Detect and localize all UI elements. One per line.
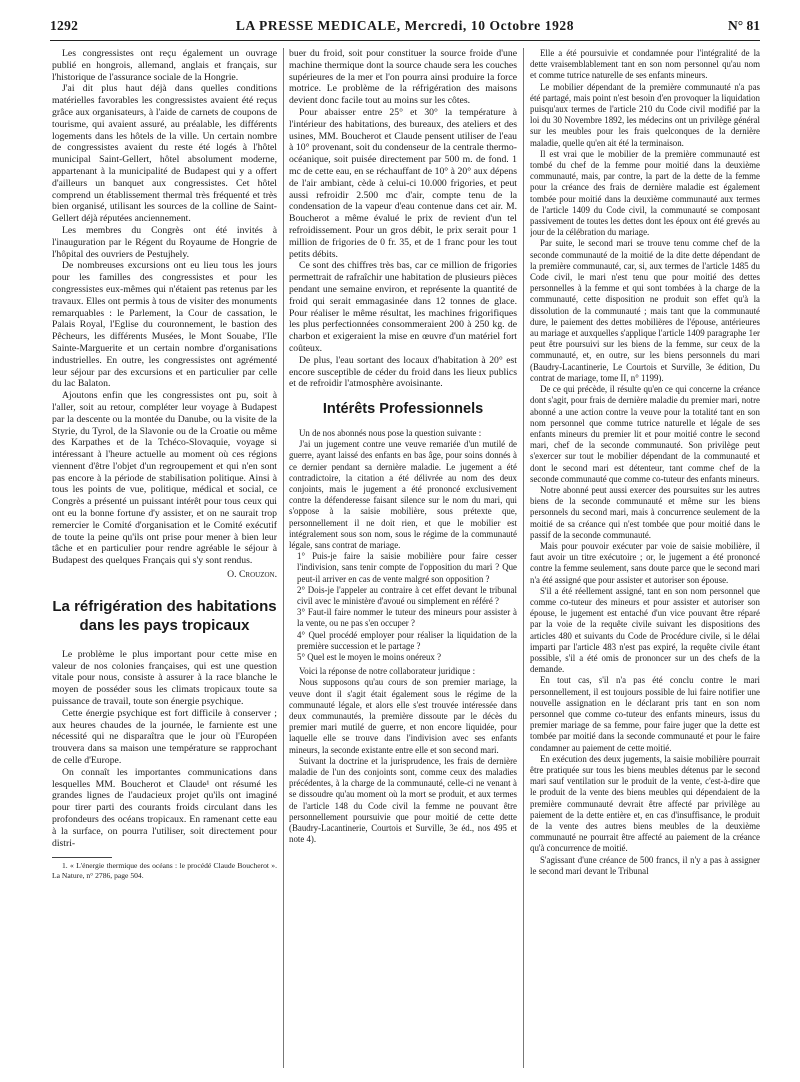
answer-paragraph: Mais pour pouvoir exécuter par voie de saisie mobilière, il faut avoir un titre exécutoire ; or, le jugement a été prononcé contre la femme seulement, sans doute parce que le second mari n'a été assigné que pour assister et autoriser son épouse. (530, 540, 760, 585)
paragraph: Ajoutons enfin que les congressistes ont pu, soit à l'aller, soit au retour, compléter leur voyage à Budapest par la descente ou la montée du Danube, ou la visite de la Styrie, du Tyrol, de la Slavonie ou de la Croatie ou même des Karpathes et de la Tchéco-Slovaquie, voyage si intéressant à l'heure actuelle au moment où ces régions viennent d'être l'objet d'un regroupement et qui n'en sont pas encore à la période de stabilisation politique. Ainsi à tous les points de vue, politique, médical et social, ce Congrès a présenté un puissant intérêt pour tous ceux qui ont eu la bonne fortune d'y assister, et on ne saurait trop remercier le Comité d'organisation et le Comité exécutif de toute la peine qu'ils ont prise pour mener à bien leur tâche et en particulier pour rendre agréable le séjour à Budapest des quelques Français qui s'y sont rendus. (52, 390, 277, 567)
column-divider-1 (283, 48, 284, 1068)
question-item: 3° Faut-il faire nommer le tuteur des mineurs pour assister à la vente, ou ne pas s'en occuper ? (297, 607, 517, 629)
answer-paragraph: Le mobilier dépendant de la première communauté n'a pas été partagé, mais point n'est besoin d'en provoquer la liquidation puisqu'aux termes de l'article 210 du Code civil modifié par la loi du 30 Novembre 1892, les médecins ont un privilège général sur les meubles pour les frais quelconques de la dernière maladie, quelle qu'en ait été la terminaison. (530, 81, 760, 148)
question-intro: Un de nos abonnés nous pose la question suivante : (299, 427, 482, 438)
question-text: J'ai un jugement contre une veuve remariée d'un mutilé de guerre, ayant laissé des enfants en bas âge, pour soins donnés à ce dernier pendant sa dernière maladie. Le jugement a été contradictoire, la citation a été délivrée au nom des deux conjoints, mais le jugement a été prononcé exclusivement contre la défenderesse faisant silence sur le nom du mari, qui s'oppose à la saisie mobilière, sous prétexte que, personnellement il ne doit rien, et que le mobilier est intégralement sous son nom, sous le régime de la communauté légale, sans contrat de mariage. (289, 439, 517, 550)
column-divider-2 (523, 48, 524, 1068)
answer-paragraph: En exécution des deux jugements, la saisie mobilière pourrait être pratiquée sur tous les biens meubles détenus par le second mari sauf ventilation sur le produit de la vente, c'est-à-dire que le produit de la vente des biens meubles qui dépendaient de la première communauté devrait être affecté par privilège au paiement de la dette entière et, en cas d'insuffisance, le produit de la vente des autres biens meubles de la deuxième communauté ne pourrait être affecté au paiement de la créance qu'à concurrence de moitié. (530, 753, 760, 854)
article-heading: La réfrigération des habitations dans les pays tropicaux (52, 597, 277, 634)
footnote: 1. « L'énergie thermique des océans : le procédé Claude Boucherot ». La Nature, n° 2786, page 504. (52, 861, 277, 880)
paragraph: Cette énergie psychique est fort difficile à conserver ; aux heures chaudes de la journée, le farniente est une nécessité qui ne disparaîtra que le jour où l'Européen trouvera dans sa maison une température se rapprochant de celle d'Europe. (52, 707, 277, 767)
paragraph: On connaît les importantes communications dans lesquelles MM. Boucherot et Claude¹ ont résumé les grandes lignes de l'audacieux projet qu'ils ont imaginé pour tirer parti des courants froids circulant dans les profondeurs des océans tropicaux. En ramenant cette eau à la surface, on pourra l'utiliser, soit directement pour distri- (52, 766, 277, 849)
paragraph: De nombreuses excursions ont eu lieu tous les jours pour les familles des congressistes et pour les congressistes eux-mêmes qui n'étaient pas retenus par les travaux. Elles ont permis à tous de visiter des monuments remarquables : le Parlement, la Cour de cassation, le Palais Royal, l'Eglise du couronnement, le bastion des Pêcheurs, les différents Musées, le Mont Souabe, l'Ile Sainte-Marguerite et un certain nombre d'organisations industrielles. En outre, les congressistes ont agrémenté leur séjour par des excursions et en particulier par celle du lac Balaton. (52, 260, 277, 390)
paragraph: Pour abaisser entre 25° et 30° la température à l'intérieur des habitations, des bureaux, des ateliers et des usines, MM. Boucherot et Claude pensent utiliser de l'eau à 10° provenant, soit du condenseur de la centrale thermo-océanique, soit puisée directement par 500 m. de fond. 1 mc de cette eau, en se réchauffant de 10° à 20° aux dépens de l'air ambiant, cède à celui-ci 10.000 frigories, et peut aussi refroidir 2.500 mc d'air, compte tenu de la condensation de la vapeur d'eau contenue dans cet air. M. Boucherot a même évalué le prix de revient d'un tel refroidissement. Pour un gros débit, le prix serait pour 1 million de frigories de 0 fr. 35, et de 1 franc pour les tout petits débits. (289, 106, 517, 260)
answer-paragraph: Nous supposons qu'au cours de son premier mariage, la veuve dont il s'agit était également sous le régime de la communauté légale, et alors elle s'est trouvée intéressée dans deux communautés, la première dissoute par le décès du premier mari mutilé de guerre, et non encore liquidée, pour laquelle elle se trouve dans l'indivision avec ses enfants mineurs, la seconde existante entre elle et son second mari. (289, 677, 517, 755)
column-2 (289, 48, 517, 1078)
paragraph: Le problème le plus important pour cette mise en valeur de nos colonies françaises, qui est une question vitale pour nous, consiste à assurer à la race blanche le moyen de posséder sous les climats tropicaux toute sa puissance de travail, toute son énergie psychique. (52, 648, 277, 708)
section-heading: Intérêts Professionnels (322, 401, 484, 418)
header-rule (50, 40, 760, 41)
paragraph: J'ai dit plus haut déjà dans quelles conditions matérielles favorables les congressistes avaient été reçus grâce aux organisateurs, à l'aide de carnets de coupons de tourisme, qui avaient assuré, au préalable, les différents logements dans les hôtels de la ville. Un certain nombre de congressistes avaient du reste été logés à l'hôtel municipal Saint-Gellert, hôtel absolument moderne, appartenant à la municipalité de Budapest qui y a offert d'ailleurs un banquet aux congressistes. Cet hôtel comprend un établissement thermal très fréquenté et très bien organisé, utilisant les sources de la colline de Saint-Gellert déjà réputées anciennement. (52, 83, 277, 225)
reply-intro: Voici la réponse de notre collaborateur juridique : (299, 666, 476, 677)
journal-title: LA PRESSE MEDICALE, Mercredi, 10 Octobre 1928 (235, 18, 575, 33)
answer-paragraph: Suivant la doctrine et la jurisprudence, les frais de dernière maladie de l'un des conjoints sont, comme ceux des maladies précédentes, à la charge de la communauté, celle-ci ne venant à se dissoudre qu'au moment où la mort se produit, et aux termes de l'article 148 du Code civil la femme ne pouvant être personnellement poursuivie que pour moitié de cette dette (Baudry-Lacantinerie, Courtois et Surville, 3e éd., nos 495 et note 4). (289, 755, 517, 845)
answer-paragraph: Elle a été poursuivie et condamnée pour l'intégralité de la dette vraisemblablement tant en son nom personnel qu'au nom et comme tutrice naturelle de ses enfants mineurs. (530, 48, 760, 81)
paragraph: Les congressistes ont reçu également un ouvrage publié en hongrois, allemand, anglais et français, sur l'historique de l'assurance sociale de la Hongrie. (52, 48, 277, 83)
footnote-rule (52, 857, 112, 858)
author-signature: O. Crouzon. (227, 569, 277, 581)
question-item: 2° Dois-je l'appeler au contraire à cet effet devant le tribunal civil avec le ministère d'avoué ou simplement en référé ? (297, 584, 517, 606)
paragraph: De plus, l'eau sortant des locaux d'habitation à 20° est encore susceptible de céder du froid dans les lieux publics et de refroidir l'atmosphère avoisinante. (289, 354, 517, 390)
page-header (50, 18, 760, 38)
paragraph: buer du froid, soit pour constituer la source froide d'une machine thermique dont la source chaude sera les couches supérieures de la mer et l'on pourra ainsi produire la force motrice. Le problème de la réfrigération des maisons devient donc facile tout au moins sur les côtes. (289, 48, 517, 107)
question-item: 4° Quel procédé employer pour réaliser la liquidation de la première succession et le partage ? (297, 629, 517, 651)
answer-paragraph: De ce qui précède, il résulte qu'en ce qui concerne la créance dont s'agit, pour frais de dernière maladie du premier mari, notre abonné a une action contre la veuve pour la totalité tant en son nom personnel que comme tutrice naturelle et légale de ses enfants mineurs du premier lit et pour moitié contre le second mari, chef de la seconde communauté. Son privilège peut s'exercer sur tout le mobilier dépendant de la communauté et dont le second mari est détenteur, tant comme chef de la seconde communauté que comme co-tuteur des enfants mineurs. (530, 384, 760, 484)
answer-paragraph: Notre abonné peut aussi exercer des poursuites sur les autres biens de la seconde communauté et même sur les biens personnels du second mari, mais à concurrence seulement de la moitié de sa créance qui n'est tombée que pour moitié dans le passif de la seconde communauté. (530, 484, 760, 540)
question-item: 1° Puis-je faire la saisie mobilière pour faire cesser l'indivision, sans tenir compte de l'opposition du mari ? Que peut-il arriver en cas de vente malgré son opposition ? (297, 551, 517, 584)
answer-paragraph: S'agissant d'une créance de 500 francs, il n'y a pas à assigner le second mari devant le Tribunal (530, 854, 760, 876)
column-3 (530, 48, 760, 1078)
answer-paragraph: Par suite, le second mari se trouve tenu comme chef de la seconde communauté de la moitié de la dite dette dépendant de la première communauté, car, si, aux termes de l'article 1485 du Code civil, le mari n'est tenu que pour moitié des dettes personnelles à la femme et qui sont tombées à la charge de la communauté, cette disposition ne produit son effet qu'à la dissolution de la communauté ; mais tant que la communauté dure, le paiement des dettes mobilières de l'épouse, antérieures au mariage et auxquelles s'applique l'article 1409 paragraphe 1er peut être poursuivi sur les biens de la femme, sur ceux de la communauté, et, en outre, sur les biens personnels du mari (Baudry-Lacantinerie, Le Courtois et Surville, 3e édition, Du contrat de mariage, tome II, n° 1199). (530, 238, 760, 383)
page-number: 1292 (50, 18, 79, 33)
answer-paragraph: S'il a été réellement assigné, tant en son nom personnel que comme co-tuteur des mineurs et pour assister et autoriser son épouse, le jugement est entaché d'un vice pouvant être réparé par la voie de la requête civile suivant les dispositions des articles 480 et suivants du Code de Procédure civile, si le délai imparti par l'article 483 n'est pas expiré, la requête civile étant possible, s'il a été omis de prononcer sur un des chefs de la demande. (530, 585, 760, 675)
paragraph: Ce sont des chiffres très bas, car ce million de frigories permettrait de rafraîchir une habitation de plusieurs pièces pendant une semaine environ, et représente la quantité de froid qui serait emmagasinée dans 12 tonnes de glace. Pour réaliser le même résultat, les machines frigorifiques les plus perfectionnées consommeraient 200 à 250 kg. de charbon et exigeraient la mise en œuvre d'un matériel fort coûteux. (289, 260, 517, 354)
paragraph: Les membres du Congrès ont été invités à l'inauguration par le Régent du Royaume de Hongrie de l'hôpital des ouvriers de Pestujhely. (52, 224, 277, 260)
issue-number: N° 81 (727, 18, 760, 33)
column-1 (52, 48, 277, 1078)
question-item: 5° Quel est le moyen le moins onéreux ? (297, 651, 442, 662)
answer-paragraph: En tout cas, s'il n'a pas été conclu contre le mari personnellement, il est toujours possible de lui faire notifier une nouvelle assignation en le déclarant pris tant en son nom personnel que comme co-tuteur des enfants mineurs, issus du premier mariage de sa femme, pour faire juger que la dette est tombée par moitié dans la seconde communauté et pour le faire condamner au paiement de cette moitié. (530, 675, 760, 753)
answer-paragraph: Il est vrai que le mobilier de la première communauté est tombé du chef de la femme pour moitié dans la deuxième communauté, mais, par contre, la part de la dette de la femme pour la créance des frais de dernière maladie est également tombée pour moitié dans la deuxième communauté aux termes de l'article 1409 du Code civil, la communauté se composant passivement de toutes les dettes dont les époux ont été grevés au jour de la célébration du mariage. (530, 148, 760, 238)
